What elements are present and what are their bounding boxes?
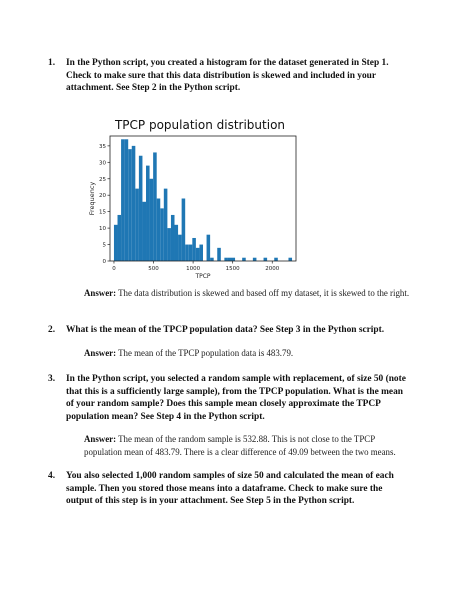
histogram-bar [121, 139, 125, 261]
answer-text: The mean of the TPCP population data is 483.79. [118, 348, 294, 358]
histogram-bar [139, 156, 143, 261]
histogram-bars [114, 139, 292, 261]
histogram-bar [224, 258, 228, 261]
question-text: You also selected 1,000 random samples of size 50 and calculated the mean of each sample. Then you stored those means into a dataframe. Check to make sure the output of this step is in your attachment. See Step 5 in the Python script. [66, 471, 394, 507]
histogram-bar [264, 258, 268, 261]
y-tick-label: 35 [99, 143, 106, 150]
y-axis-ticks [99, 144, 110, 265]
answer-text: The mean of the random sample is 532.88. This is not close to the TPCP population mean of 483.79. There is a clear difference of 49.09 between the two means. [84, 434, 396, 457]
y-tick-label: 30 [99, 160, 106, 167]
histogram-bar [132, 146, 136, 261]
answer-label: Answer: [84, 348, 117, 358]
histogram-bar [135, 189, 139, 261]
question-number: 1. [48, 58, 56, 68]
histogram-bar [182, 199, 186, 262]
histogram-bar [189, 245, 193, 261]
x-tick-label: 0 [112, 266, 116, 272]
histogram-bar [157, 199, 161, 262]
question-number: 3. [48, 374, 56, 384]
histogram-bar [199, 245, 203, 261]
histogram-bar [185, 245, 189, 261]
question-number: 2. [48, 325, 56, 335]
histogram-bar [228, 258, 232, 261]
chart-title: TPCP population distribution [114, 118, 286, 132]
histogram-bar [164, 189, 168, 261]
histogram-bar [231, 258, 235, 261]
answer-label: Answer: [84, 288, 117, 298]
histogram-bar [118, 215, 122, 261]
histogram-bar [274, 258, 278, 261]
histogram-bar [253, 258, 257, 261]
histogram-bar [288, 258, 292, 261]
x-tick-label: 500 [148, 266, 159, 272]
question-4 [48, 470, 406, 508]
histogram-bar [128, 149, 132, 261]
histogram-bar [125, 139, 129, 261]
answer-text: The data distribution is skewed and based off my dataset, it is skewed to the right. [118, 288, 410, 298]
y-axis-label: Frequency [88, 181, 96, 216]
y-tick-label: 5 [102, 242, 106, 249]
histogram-bar [178, 235, 182, 261]
question-text: What is the mean of the TPCP population data? See Step 3 in the Python script. [66, 325, 385, 335]
question-1 [48, 57, 406, 95]
question-text: In the Python script, you created a histogram for the dataset generated in Step 1. Check to make sure that this data distribution is skewed and included in your attachment. See Step 2 in the Python script. [66, 58, 389, 94]
histogram-bar [153, 152, 157, 261]
histogram-bar [175, 225, 179, 261]
histogram-bar [207, 235, 211, 261]
y-tick-label: 20 [99, 193, 106, 200]
x-tick-label: 1000 [186, 266, 201, 272]
histogram-bar [196, 248, 200, 261]
histogram-bar [217, 248, 221, 261]
histogram-bar [142, 202, 146, 261]
y-tick-label: 0 [102, 259, 106, 265]
histogram-svg [86, 116, 302, 288]
answer-label: Answer: [84, 434, 117, 444]
histogram-bar [210, 258, 214, 261]
question-text: In the Python script, you selected a random sample with replacement, of size 50 (note that this is a sufficiently large sample), from the TPCP population. What is the mean of your random sample? Does this sample mean closely approximate the TPCP population mean? See Step 4 in the Python script. [66, 374, 406, 422]
x-tick-label: 2000 [265, 266, 280, 272]
histogram-bar [114, 225, 118, 261]
histogram-chart [86, 116, 302, 288]
x-tick-label: 1500 [225, 266, 240, 272]
histogram-bar [146, 166, 150, 261]
y-tick-label: 25 [99, 176, 106, 183]
histogram-bar [242, 258, 246, 261]
histogram-bar [192, 238, 196, 261]
x-axis-ticks [112, 261, 280, 272]
question-3 [48, 373, 406, 423]
y-tick-label: 15 [99, 209, 106, 216]
answer-1 [84, 287, 410, 300]
x-axis-label: TPCP [195, 273, 211, 280]
histogram-bar [160, 208, 164, 261]
histogram-bar [167, 228, 171, 261]
question-2 [48, 324, 406, 337]
question-number: 4. [48, 471, 56, 481]
histogram-bar [171, 215, 175, 261]
answer-2 [84, 347, 410, 360]
answer-3 [84, 433, 410, 458]
y-tick-label: 10 [99, 226, 106, 233]
histogram-bar [150, 179, 154, 261]
